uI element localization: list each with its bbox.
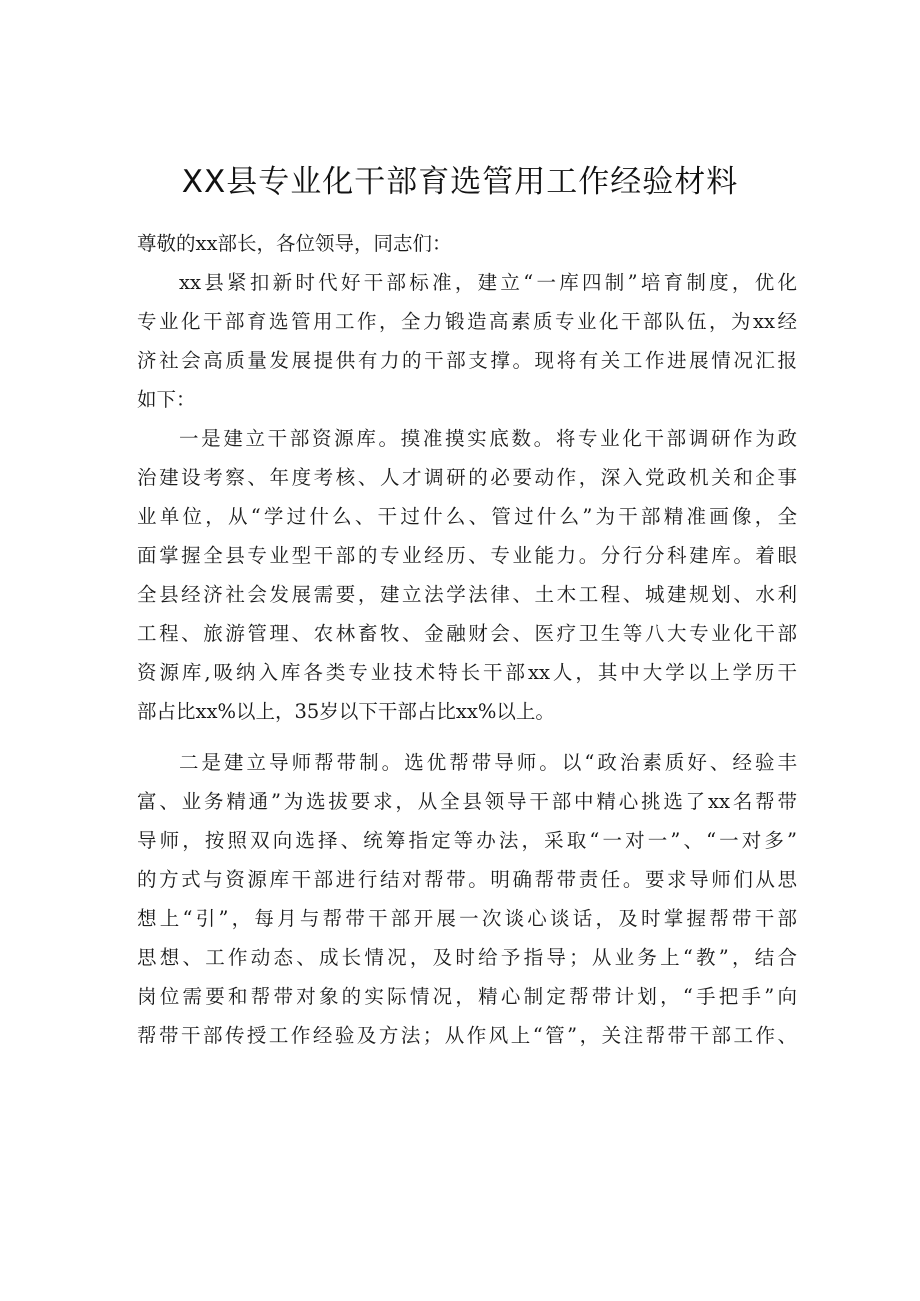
paragraph-line: 的方式与资源库干部进行结对帮带。明确帮带责任。要求导师们从思 (137, 868, 797, 891)
paragraph-mentor-system (137, 743, 797, 1055)
paragraph-line: 想上“引”，每月与帮带干部开展一次谈心谈话，及时掌握帮带干部 (137, 907, 797, 930)
paragraph-resource-pool (137, 419, 797, 731)
paragraph-line: 一是建立干部资源库。摸准摸实底数。将专业化干部调研作为政 (179, 427, 797, 450)
salutation: 尊敬的xx部长，各位领导，同志们： (137, 232, 452, 255)
paragraph-line: 资源库,吸纳入库各类专业技术特长干部xx人，其中大学以上学历干 (137, 661, 797, 684)
document-body (137, 224, 797, 1055)
paragraph-line: 如下： (137, 388, 196, 411)
paragraph-line: 面掌握全县专业型干部的专业经历、专业能力。分行分科建库。着眼 (137, 544, 797, 567)
paragraph-line: 富、业务精通”为选拔要求，从全县领导干部中精心挑选了xx名帮带 (137, 790, 797, 813)
paragraph-line: 济社会高质量发展提供有力的干部支撑。现将有关工作进展情况汇报 (137, 349, 797, 372)
paragraph-line: 思想、工作动态、成长情况，及时给予指导；从业务上“教”，结合 (137, 946, 797, 969)
document-title: XX县专业化干部育选管用工作经验材料 (181, 164, 739, 200)
paragraph-line: 导师，按照双向选择、统筹指定等办法，采取“一对一”、“一对多” (137, 829, 797, 852)
paragraph-line: 岗位需要和帮带对象的实际情况，精心制定帮带计划，“手把手”向 (137, 985, 797, 1008)
paragraph-line: 全县经济社会发展需要，建立法学法律、土木工程、城建规划、水利 (137, 583, 797, 606)
paragraph-line: 治建设考察、年度考核、人才调研的必要动作，深入党政机关和企事 (137, 466, 797, 489)
paragraph-line: 业单位，从“学过什么、干过什么、管过什么”为干部精准画像，全 (137, 505, 797, 528)
paragraph-line: 二是建立导师帮带制。选优帮带导师。以“政治素质好、经验丰 (179, 751, 797, 774)
paragraph-gap (137, 731, 797, 743)
paragraph-line: 帮带干部传授工作经验及方法；从作风上“管”，关注帮带干部工作、 (137, 1024, 797, 1047)
paragraph-line: 部占比xx%以上，35岁以下干部占比xx%以上。 (137, 700, 555, 723)
paragraph-intro (137, 263, 797, 419)
paragraph-line: xx县紧扣新时代好干部标准，建立“一库四制”培育制度，优化 (179, 271, 797, 294)
paragraph-line: 工程、旅游管理、农林畜牧、金融财会、医疗卫生等八大专业化干部 (137, 622, 797, 645)
paragraph-line: 专业化干部育选管用工作，全力锻造高素质专业化干部队伍，为xx经 (137, 310, 797, 333)
